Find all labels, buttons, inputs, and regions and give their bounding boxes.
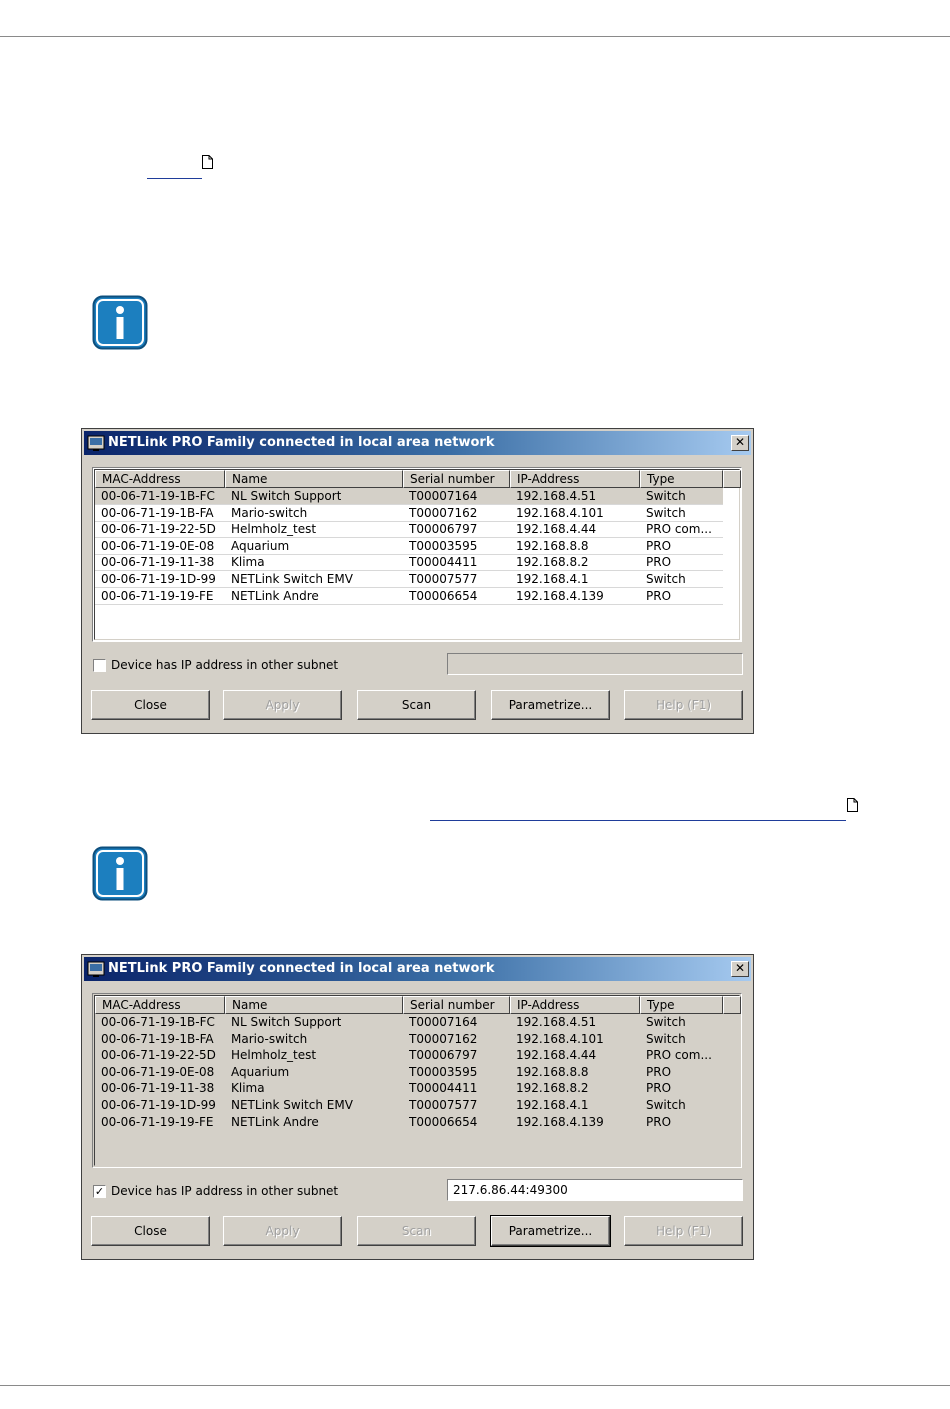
info-icon [92, 295, 148, 350]
apply-button[interactable]: Apply [223, 1216, 342, 1246]
table-cell: T00007164 [409, 1015, 478, 1029]
row-separator [95, 604, 723, 605]
table-cell: 192.168.4.101 [516, 505, 604, 520]
table-cell: T00007577 [409, 572, 478, 586]
cross-reference-link[interactable] [430, 820, 846, 821]
table-cell: PRO [646, 1081, 672, 1096]
table-row[interactable] [95, 538, 723, 554]
dialog-titlebar[interactable] [84, 431, 751, 455]
column-header-type[interactable]: Type [640, 470, 723, 488]
table-cell: 00-06-71-19-11-38 [101, 1081, 215, 1096]
table-row[interactable] [95, 554, 723, 570]
top-rule [0, 36, 950, 37]
column-header-name[interactable]: Name [225, 996, 403, 1014]
table-row[interactable] [95, 521, 723, 537]
remote-address-field [447, 653, 743, 675]
table-cell: 00-06-71-19-19-FE [101, 1114, 214, 1129]
table-cell: 192.168.8.2 [516, 1081, 589, 1096]
table-cell: T00003595 [409, 538, 478, 553]
table-cell: 00-06-71-19-0E-08 [101, 1064, 215, 1079]
table-cell: NETLink Andre [231, 588, 319, 603]
table-cell: NL Switch Support [231, 489, 342, 503]
table-cell: T00007162 [409, 1031, 478, 1046]
table-cell: 192.168.4.139 [516, 1114, 604, 1129]
table-cell: Helmholz_test [231, 522, 317, 537]
table-cell: 00-06-71-19-1B-FC [101, 489, 215, 503]
table-cell: Klima [231, 555, 265, 570]
table-cell: T00004411 [409, 1081, 478, 1096]
table-row[interactable] [95, 1031, 723, 1047]
device-dialog [81, 954, 754, 1260]
table-cell: Switch [646, 489, 686, 503]
column-header-serial[interactable]: Serial number [403, 996, 510, 1014]
network-app-icon [87, 960, 105, 978]
page-reference-icon[interactable] [847, 798, 858, 812]
close-icon[interactable]: ✕ [731, 961, 749, 977]
scan-button[interactable]: Scan [357, 1216, 476, 1246]
help-button[interactable]: Help (F1) [624, 1216, 743, 1246]
table-cell: PRO [646, 555, 672, 570]
column-header-type[interactable]: Type [640, 996, 723, 1014]
device-dialog [81, 428, 754, 734]
table-cell: NETLink Switch EMV [231, 1098, 353, 1112]
table-row[interactable] [95, 1064, 723, 1080]
table-cell: 00-06-71-19-1B-FA [101, 505, 214, 520]
table-cell: 192.168.4.101 [516, 1031, 604, 1046]
table-cell: 00-06-71-19-11-38 [101, 555, 215, 570]
table-cell: T00006797 [409, 522, 478, 537]
table-cell: NL Switch Support [231, 1015, 342, 1029]
table-row[interactable] [95, 1114, 723, 1130]
column-header-ip[interactable]: IP-Address [510, 470, 640, 488]
table-cell: PRO com... [646, 522, 712, 537]
column-header-filler [723, 996, 741, 1014]
subnet-checkbox-label: Device has IP address in other subnet [111, 1184, 339, 1198]
subnet-checkbox[interactable] [93, 659, 106, 672]
table-row[interactable] [95, 1014, 723, 1030]
column-header-ip[interactable]: IP-Address [510, 996, 640, 1014]
table-cell: NETLink Switch EMV [231, 572, 353, 586]
table-row[interactable] [95, 571, 723, 587]
table-cell: 00-06-71-19-19-FE [101, 588, 214, 603]
table-row[interactable] [95, 1097, 723, 1113]
scan-button[interactable]: Scan [357, 690, 476, 720]
subnet-checkbox[interactable]: ✓ [94, 1185, 105, 1198]
bottom-rule [0, 1385, 950, 1386]
table-cell: Switch [646, 1098, 686, 1112]
parametrize-button[interactable]: Parametrize... [491, 690, 610, 720]
network-app-icon [87, 434, 105, 452]
column-header-filler [723, 470, 741, 488]
table-cell: T00006654 [409, 1114, 478, 1129]
table-cell: T00007162 [409, 505, 478, 520]
table-cell: 192.168.4.44 [516, 522, 597, 537]
table-row[interactable] [95, 1080, 723, 1096]
table-cell: 192.168.8.8 [516, 1064, 589, 1079]
table-cell: PRO com... [646, 1048, 712, 1063]
table-cell: T00007164 [409, 489, 478, 503]
info-icon [92, 846, 148, 901]
table-cell: T00006654 [409, 588, 478, 603]
apply-button[interactable]: Apply [223, 690, 342, 720]
table-cell: 192.168.4.51 [516, 1015, 597, 1029]
table-cell: PRO [646, 588, 672, 603]
table-cell: 192.168.4.51 [516, 489, 597, 503]
table-cell: 00-06-71-19-1D-99 [101, 572, 216, 586]
table-cell: 00-06-71-19-0E-08 [101, 538, 215, 553]
table-cell: PRO [646, 538, 672, 553]
table-cell: 192.168.4.1 [516, 572, 589, 586]
close-button[interactable]: Close [91, 1216, 210, 1246]
table-cell: Switch [646, 1015, 686, 1029]
table-cell: Switch [646, 572, 686, 586]
table-cell: T00007577 [409, 1098, 478, 1112]
table-cell: 192.168.4.1 [516, 1098, 589, 1112]
table-cell: 00-06-71-19-1B-FA [101, 1031, 214, 1046]
table-cell: Klima [231, 1081, 265, 1096]
table-row[interactable] [95, 505, 723, 521]
table-cell: PRO [646, 1114, 672, 1129]
remote-address-field[interactable]: 217.6.86.44:49300 [447, 1179, 743, 1201]
table-cell: Switch [646, 505, 686, 520]
subnet-checkbox-label: Device has IP address in other subnet [111, 658, 339, 672]
table-cell: 00-06-71-19-1B-FC [101, 1015, 215, 1029]
page-reference-icon[interactable] [202, 155, 213, 169]
table-cell: 192.168.4.44 [516, 1048, 597, 1063]
table-cell: 192.168.4.139 [516, 588, 604, 603]
close-button[interactable]: Close [91, 690, 210, 720]
table-cell: T00003595 [409, 1064, 478, 1079]
device-list[interactable] [92, 467, 742, 642]
column-header-serial[interactable]: Serial number [403, 470, 510, 488]
table-cell: 00-06-71-19-22-5D [101, 522, 216, 537]
parametrize-button[interactable]: Parametrize... [491, 1216, 610, 1246]
table-cell: NETLink Andre [231, 1114, 319, 1129]
table-cell: 192.168.8.2 [516, 555, 589, 570]
column-header-name[interactable]: Name [225, 470, 403, 488]
table-row[interactable] [95, 1047, 723, 1063]
table-row[interactable] [95, 588, 723, 604]
cross-reference-link[interactable] [147, 178, 202, 179]
table-cell: 00-06-71-19-22-5D [101, 1048, 216, 1063]
device-list [92, 993, 742, 1168]
dialog-titlebar[interactable] [84, 957, 751, 981]
table-cell: Aquarium [231, 1064, 290, 1079]
table-cell: Switch [646, 1031, 686, 1046]
table-cell: Helmholz_test [231, 1048, 317, 1063]
table-cell: Mario-switch [231, 1031, 308, 1046]
table-cell: Mario-switch [231, 505, 308, 520]
table-row[interactable] [95, 488, 723, 504]
dialog-title: NETLink PRO Family connected in local area network [108, 435, 495, 450]
table-cell: 00-06-71-19-1D-99 [101, 1098, 216, 1112]
column-header-mac[interactable]: MAC-Address [95, 470, 225, 488]
close-icon[interactable]: ✕ [731, 435, 749, 451]
column-header-mac[interactable]: MAC-Address [95, 996, 225, 1014]
table-cell: T00004411 [409, 555, 478, 570]
table-cell: T00006797 [409, 1048, 478, 1063]
help-button[interactable]: Help (F1) [624, 690, 743, 720]
table-cell: 192.168.8.8 [516, 538, 589, 553]
dialog-title: NETLink PRO Family connected in local area network [108, 961, 495, 976]
table-cell: Aquarium [231, 538, 290, 553]
table-cell: PRO [646, 1064, 672, 1079]
